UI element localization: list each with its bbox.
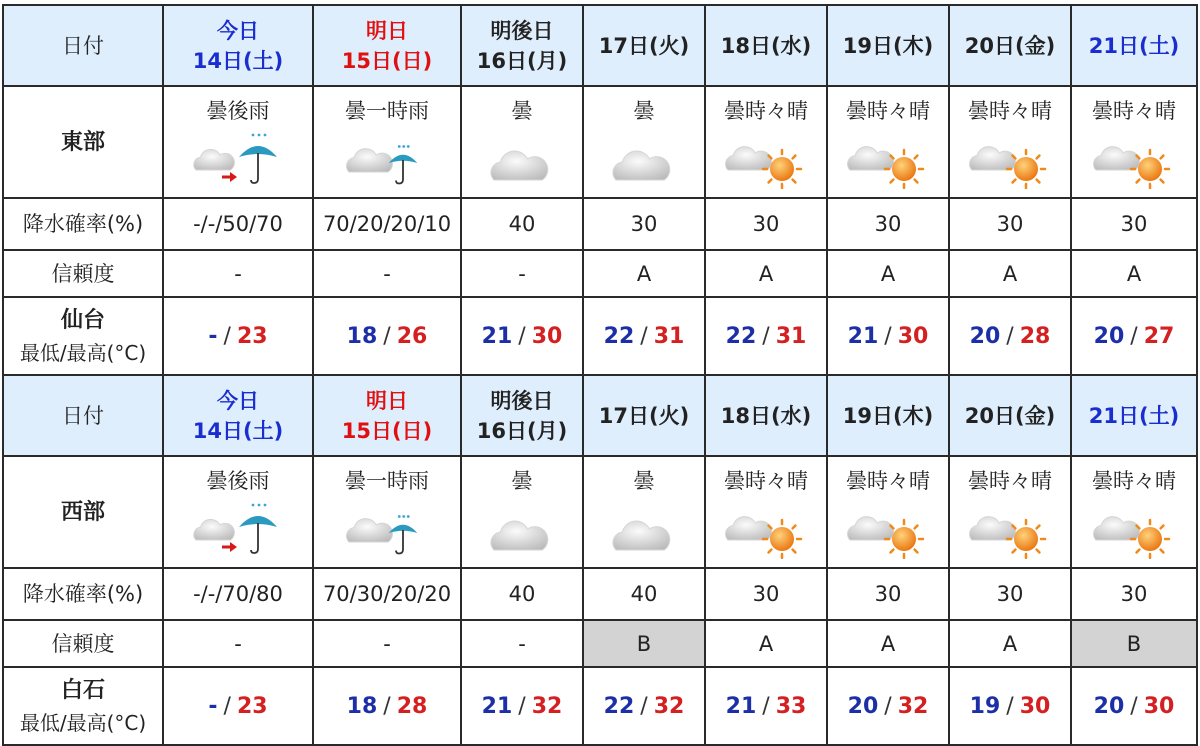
precip-cell xyxy=(827,568,949,620)
day-header-cell xyxy=(827,5,949,86)
precip-value: 30 xyxy=(996,582,1024,606)
day-header-cell xyxy=(583,375,705,456)
temp-cell xyxy=(163,667,313,745)
min-temp: 21 xyxy=(481,323,513,349)
precip-value: 30 xyxy=(996,212,1024,236)
precip-value: 40 xyxy=(508,582,536,606)
reliability-cell xyxy=(827,620,949,667)
precip-value: -/-/50/70 xyxy=(193,212,283,236)
day-header-cell xyxy=(163,375,313,456)
temp-cell xyxy=(827,667,949,745)
precip-label-cell xyxy=(3,568,163,620)
precip-value: 70/20/20/10 xyxy=(322,212,452,236)
max-temp: 30 xyxy=(897,323,929,349)
precip-cell xyxy=(827,198,949,250)
precip-value: 30 xyxy=(752,212,780,236)
weather-text: 曇 xyxy=(511,99,533,123)
reliability-cell xyxy=(949,250,1071,297)
reliability-value: A xyxy=(1126,261,1142,286)
temperature-row xyxy=(3,297,1197,375)
day-date-label: 14日(土) xyxy=(192,418,284,443)
max-temp: 32 xyxy=(897,693,929,719)
temperature-row xyxy=(3,667,1197,745)
min-temp: - xyxy=(208,693,218,719)
date-label: 日付 xyxy=(62,403,104,428)
cloud-sometimes-sun-icon xyxy=(842,133,934,189)
day-header-cell xyxy=(949,375,1071,456)
weather-text: 曇時々晴 xyxy=(968,99,1052,123)
region-cell xyxy=(3,86,163,198)
min-temp: 20 xyxy=(1093,323,1125,349)
day-date-label: 19日(木) xyxy=(842,403,934,428)
city-cell xyxy=(3,297,163,375)
precip-cell xyxy=(313,568,461,620)
temp-separator: / xyxy=(762,693,770,719)
cloud-then-rain-icon xyxy=(192,133,284,189)
reliability-value: A xyxy=(758,631,774,656)
reliability-label-cell xyxy=(3,250,163,297)
reliability-value: B xyxy=(636,631,652,656)
temp-separator: / xyxy=(383,323,391,349)
precip-cell xyxy=(949,568,1071,620)
cloud-sometimes-sun-icon xyxy=(1088,503,1180,559)
region-cell xyxy=(3,456,163,568)
max-temp: 30 xyxy=(531,323,563,349)
weather-text: 曇一時雨 xyxy=(345,99,429,123)
day-relative-label: 明日 xyxy=(366,388,408,413)
cloud-sometimes-sun-icon xyxy=(964,503,1056,559)
reliability-value: A xyxy=(880,631,896,656)
reliability-value: - xyxy=(518,261,526,286)
temp-pair xyxy=(726,694,807,719)
weather-text: 曇後雨 xyxy=(206,99,270,123)
day-header-cell xyxy=(583,5,705,86)
temp-separator: / xyxy=(640,323,648,349)
reliability-cell xyxy=(705,250,827,297)
temp-cell xyxy=(705,297,827,375)
max-temp: 33 xyxy=(775,693,807,719)
min-temp: 20 xyxy=(847,693,879,719)
reliability-cell xyxy=(1071,250,1197,297)
day-date-label: 18日(水) xyxy=(720,33,812,58)
reliability-cell xyxy=(949,620,1071,667)
reliability-value: - xyxy=(518,631,526,656)
max-temp: 23 xyxy=(236,693,268,719)
day-header-cell xyxy=(163,5,313,86)
max-temp: 30 xyxy=(1143,693,1175,719)
weather-cell xyxy=(313,456,461,568)
temp-separator: / xyxy=(1006,323,1014,349)
day-header-cell xyxy=(461,5,583,86)
day-date-label: 17日(火) xyxy=(598,403,690,428)
reliability-value: - xyxy=(383,631,391,656)
reliability-cell xyxy=(583,620,705,667)
temp-pair xyxy=(482,694,563,719)
day-relative-label: 明後日 xyxy=(490,18,554,43)
temp-cell xyxy=(461,667,583,745)
temp-pair xyxy=(208,324,267,349)
min-temp: 20 xyxy=(1093,693,1125,719)
day-date-label: 15日(日) xyxy=(341,418,433,443)
temp-separator: / xyxy=(1130,323,1138,349)
day-header-cell xyxy=(705,5,827,86)
day-date-label: 20日(金) xyxy=(964,403,1056,428)
weather-cell xyxy=(705,86,827,198)
reliability-row xyxy=(3,620,1197,667)
day-date-label: 21日(土) xyxy=(1088,33,1180,58)
day-date-label: 16日(月) xyxy=(476,48,568,73)
min-temp: 22 xyxy=(725,323,757,349)
precip-label: 降水確率(%) xyxy=(22,212,144,236)
reliability-value: A xyxy=(636,261,652,286)
temp-cell xyxy=(1071,667,1197,745)
min-temp: 22 xyxy=(603,323,635,349)
cloud-occasional-rain-icon xyxy=(341,503,433,559)
temp-cell xyxy=(1071,297,1197,375)
forecast-container xyxy=(2,4,1198,746)
min-temp: 22 xyxy=(603,693,635,719)
min-temp: 21 xyxy=(725,693,757,719)
max-temp: 27 xyxy=(1143,323,1175,349)
temp-separator: / xyxy=(884,693,892,719)
max-temp: 32 xyxy=(531,693,563,719)
min-temp: 18 xyxy=(346,693,378,719)
max-temp: 31 xyxy=(653,323,685,349)
day-header-cell xyxy=(705,375,827,456)
reliability-cell xyxy=(313,620,461,667)
temp-separator: / xyxy=(1006,693,1014,719)
weather-text: 曇 xyxy=(633,469,655,493)
day-date-label: 14日(土) xyxy=(192,48,284,73)
precip-cell xyxy=(461,568,583,620)
weather-text: 曇時々晴 xyxy=(968,469,1052,493)
weather-cell xyxy=(461,456,583,568)
precip-value: 40 xyxy=(508,212,536,236)
reliability-cell xyxy=(313,250,461,297)
temp-pair xyxy=(970,324,1051,349)
reliability-value: - xyxy=(383,261,391,286)
temp-separator: / xyxy=(223,693,231,719)
temp-cell xyxy=(949,297,1071,375)
temp-pair xyxy=(726,324,807,349)
city-name: 白石 xyxy=(60,678,105,703)
weather-text: 曇一時雨 xyxy=(345,469,429,493)
reliability-cell xyxy=(827,250,949,297)
weather-text: 曇時々晴 xyxy=(846,99,930,123)
max-temp: 23 xyxy=(236,323,268,349)
city-name: 仙台 xyxy=(60,308,105,333)
day-header-cell xyxy=(313,375,461,456)
temp-unit-label: 最低/最高(°C) xyxy=(19,711,147,735)
weather-row xyxy=(3,456,1197,568)
header-row xyxy=(3,375,1197,456)
weather-row xyxy=(3,86,1197,198)
reliability-row xyxy=(3,250,1197,297)
day-relative-label: 明日 xyxy=(366,18,408,43)
day-relative-label: 今日 xyxy=(217,18,259,43)
cloud-sometimes-sun-icon xyxy=(1088,133,1180,189)
cloud-sometimes-sun-icon xyxy=(720,503,812,559)
precip-cell xyxy=(1071,568,1197,620)
cloud-icon xyxy=(476,503,568,559)
temp-cell xyxy=(583,667,705,745)
region-name: 西部 xyxy=(60,499,105,525)
precip-value: 30 xyxy=(1120,582,1148,606)
precip-cell xyxy=(583,568,705,620)
weather-cell xyxy=(949,86,1071,198)
precip-value: -/-/70/80 xyxy=(193,582,283,606)
day-date-label: 21日(土) xyxy=(1088,403,1180,428)
precip-value: 30 xyxy=(752,582,780,606)
precip-cell xyxy=(949,198,1071,250)
max-temp: 26 xyxy=(396,323,428,349)
precip-value: 70/30/20/20 xyxy=(322,582,452,606)
reliability-value: B xyxy=(1126,631,1142,656)
temp-cell xyxy=(163,297,313,375)
reliability-cell xyxy=(583,250,705,297)
weekly-forecast-table xyxy=(2,4,1198,746)
weather-text: 曇時々晴 xyxy=(724,99,808,123)
min-temp: 18 xyxy=(346,323,378,349)
cloud-icon xyxy=(476,133,568,189)
max-temp: 28 xyxy=(1019,323,1051,349)
temp-cell xyxy=(705,667,827,745)
reliability-value: A xyxy=(1002,261,1018,286)
weather-cell xyxy=(705,456,827,568)
weather-cell xyxy=(583,86,705,198)
precip-cell xyxy=(313,198,461,250)
temp-separator: / xyxy=(518,693,526,719)
day-relative-label: 明後日 xyxy=(490,388,554,413)
day-date-label: 16日(月) xyxy=(476,418,568,443)
day-relative-label: 今日 xyxy=(217,388,259,413)
weather-text: 曇時々晴 xyxy=(846,469,930,493)
temp-pair xyxy=(1094,694,1175,719)
day-header-cell xyxy=(313,5,461,86)
reliability-label-cell xyxy=(3,620,163,667)
max-temp: 30 xyxy=(1019,693,1051,719)
precip-value: 30 xyxy=(1120,212,1148,236)
temp-cell xyxy=(949,667,1071,745)
min-temp: 20 xyxy=(969,323,1001,349)
temp-unit-label: 最低/最高(°C) xyxy=(19,341,147,365)
day-date-label: 15日(日) xyxy=(341,48,433,73)
temp-separator: / xyxy=(1130,693,1138,719)
weather-text: 曇 xyxy=(511,469,533,493)
precip-value: 30 xyxy=(630,212,658,236)
precip-cell xyxy=(583,198,705,250)
temp-pair xyxy=(347,694,428,719)
weather-cell xyxy=(461,86,583,198)
cloud-icon xyxy=(598,503,690,559)
weather-cell xyxy=(827,86,949,198)
temp-pair xyxy=(208,694,267,719)
day-date-label: 18日(水) xyxy=(720,403,812,428)
reliability-label: 信頼度 xyxy=(51,631,115,656)
weather-cell xyxy=(583,456,705,568)
precip-value: 40 xyxy=(630,582,658,606)
date-label-cell xyxy=(3,375,163,456)
temp-pair xyxy=(604,694,685,719)
max-temp: 28 xyxy=(396,693,428,719)
precip-row xyxy=(3,198,1197,250)
cloud-sometimes-sun-icon xyxy=(842,503,934,559)
temp-pair xyxy=(848,324,929,349)
weather-text: 曇時々晴 xyxy=(1092,99,1176,123)
reliability-cell xyxy=(163,620,313,667)
day-header-cell xyxy=(827,375,949,456)
reliability-cell xyxy=(461,620,583,667)
reliability-value: A xyxy=(880,261,896,286)
precip-cell xyxy=(163,568,313,620)
day-header-cell xyxy=(461,375,583,456)
cloud-sometimes-sun-icon xyxy=(964,133,1056,189)
cloud-then-rain-icon xyxy=(192,503,284,559)
weather-text: 曇時々晴 xyxy=(724,469,808,493)
reliability-label: 信頼度 xyxy=(51,261,115,286)
weather-text: 曇時々晴 xyxy=(1092,469,1176,493)
day-date-label: 19日(木) xyxy=(842,33,934,58)
temp-separator: / xyxy=(640,693,648,719)
temp-separator: / xyxy=(884,323,892,349)
weather-cell xyxy=(163,86,313,198)
cloud-sometimes-sun-icon xyxy=(720,133,812,189)
city-cell xyxy=(3,667,163,745)
max-temp: 31 xyxy=(775,323,807,349)
day-header-cell xyxy=(949,5,1071,86)
temp-separator: / xyxy=(383,693,391,719)
temp-pair xyxy=(347,324,428,349)
header-row xyxy=(3,5,1197,86)
weather-cell xyxy=(949,456,1071,568)
reliability-cell xyxy=(163,250,313,297)
temp-separator: / xyxy=(762,323,770,349)
temp-pair xyxy=(848,694,929,719)
temp-cell xyxy=(461,297,583,375)
temp-cell xyxy=(827,297,949,375)
temp-separator: / xyxy=(518,323,526,349)
cloud-occasional-rain-icon xyxy=(341,133,433,189)
weather-cell xyxy=(1071,456,1197,568)
temp-pair xyxy=(970,694,1051,719)
day-date-label: 20日(金) xyxy=(964,33,1056,58)
precip-label-cell xyxy=(3,198,163,250)
min-temp: 21 xyxy=(847,323,879,349)
reliability-cell xyxy=(1071,620,1197,667)
weather-cell xyxy=(1071,86,1197,198)
weather-cell xyxy=(313,86,461,198)
precip-value: 30 xyxy=(874,582,902,606)
weather-text: 曇後雨 xyxy=(206,469,270,493)
weather-text: 曇 xyxy=(633,99,655,123)
reliability-value: - xyxy=(234,631,242,656)
cloud-icon xyxy=(598,133,690,189)
reliability-value: A xyxy=(1002,631,1018,656)
precip-cell xyxy=(163,198,313,250)
region-name: 東部 xyxy=(60,129,105,155)
day-header-cell xyxy=(1071,5,1197,86)
temp-cell xyxy=(313,667,461,745)
reliability-cell xyxy=(705,620,827,667)
date-label: 日付 xyxy=(62,33,104,58)
reliability-value: A xyxy=(758,261,774,286)
weather-cell xyxy=(163,456,313,568)
temp-pair xyxy=(604,324,685,349)
precip-value: 30 xyxy=(874,212,902,236)
date-label-cell xyxy=(3,5,163,86)
temp-pair xyxy=(1094,324,1175,349)
precip-cell xyxy=(461,198,583,250)
day-header-cell xyxy=(1071,375,1197,456)
precip-label: 降水確率(%) xyxy=(22,582,144,606)
weather-cell xyxy=(827,456,949,568)
reliability-value: - xyxy=(234,261,242,286)
temp-pair xyxy=(482,324,563,349)
temp-separator: / xyxy=(223,323,231,349)
temp-cell xyxy=(583,297,705,375)
precip-cell xyxy=(1071,198,1197,250)
temp-cell xyxy=(313,297,461,375)
precip-cell xyxy=(705,198,827,250)
reliability-cell xyxy=(461,250,583,297)
day-date-label: 17日(火) xyxy=(598,33,690,58)
min-temp: 21 xyxy=(481,693,513,719)
precip-row xyxy=(3,568,1197,620)
precip-cell xyxy=(705,568,827,620)
min-temp: - xyxy=(208,323,218,349)
max-temp: 32 xyxy=(653,693,685,719)
min-temp: 19 xyxy=(969,693,1001,719)
